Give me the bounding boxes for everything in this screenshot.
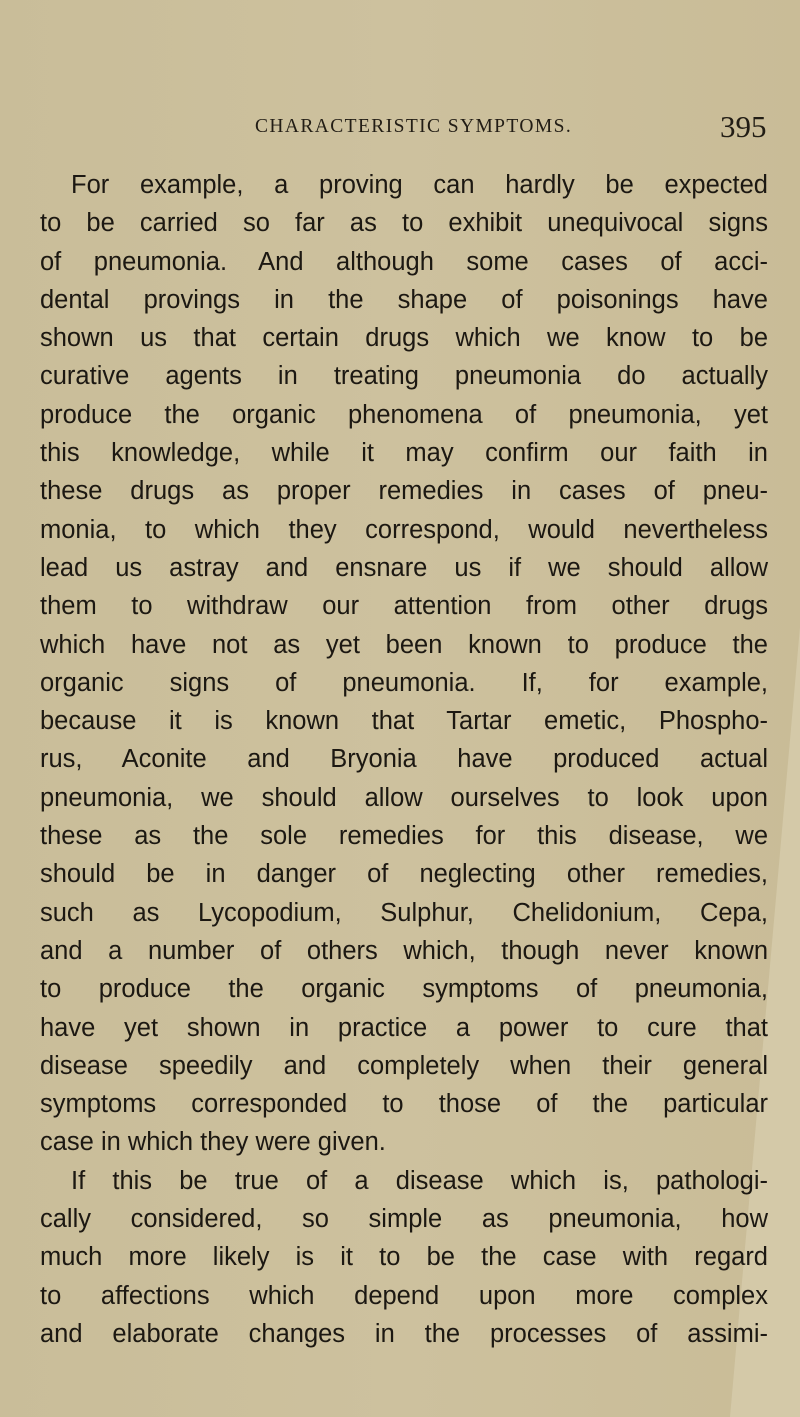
text-line: to affections which depend upon more complex <box>40 1281 768 1310</box>
running-title: CHARACTERISTIC SYMPTOMS. <box>255 116 573 137</box>
text-line: monia, to which they correspond, would nevertheless <box>40 515 768 544</box>
text-line: of pneumonia. And although some cases of acci- <box>40 247 768 276</box>
text-line: dental provings in the shape of poisonings have <box>40 285 768 314</box>
text-line: If this be true of a disease which is, pathologi- <box>71 1166 768 1195</box>
text-line: For example, a proving can hardly be expected <box>71 171 768 199</box>
text-line: them to withdraw our attention from other drugs <box>40 592 768 621</box>
text-line: have yet shown in practice a power to cure that <box>40 1013 768 1042</box>
text-line: this knowledge, while it may confirm our faith in <box>40 439 768 468</box>
text-line: lead us astray and ensnare us if we should allow <box>40 553 768 582</box>
page-number: 395 <box>720 109 767 144</box>
text-line: pneumonia, we should allow ourselves to look upon <box>40 783 768 812</box>
text-line: cally considered, so simple as pneumonia, how <box>40 1205 768 1234</box>
body-text <box>40 166 768 1353</box>
text-line: to be carried so far as to exhibit unequivocal signs <box>40 209 768 238</box>
text-line: much more likely is it to be the case with regard <box>40 1243 768 1272</box>
text-line: disease speedily and completely when their general <box>40 1051 768 1080</box>
text-line: should be in danger of neglecting other remedies, <box>40 860 768 889</box>
text-line: these drugs as proper remedies in cases of pneu- <box>40 477 768 506</box>
text-line: case in which they were given. <box>40 1128 386 1157</box>
text-line: shown us that certain drugs which we know to be <box>40 324 768 353</box>
text-line: such as Lycopodium, Sulphur, Chelidonium, Cepa, <box>40 898 768 927</box>
text-line: to produce the organic symptoms of pneumonia, <box>40 975 768 1004</box>
text-line: rus, Aconite and Bryonia have produced actual <box>40 745 768 774</box>
text-line: and elaborate changes in the processes of assimi- <box>40 1319 768 1348</box>
text-line: because it is known that Tartar emetic, Phospho- <box>40 707 768 736</box>
text-line: produce the organic phenomena of pneumonia, yet <box>40 400 768 429</box>
text-line: symptoms corresponded to those of the particular <box>40 1090 768 1119</box>
text-line: which have not as yet been known to produce the <box>40 630 768 659</box>
text-line: curative agents in treating pneumonia do actually <box>40 362 768 391</box>
text-line: these as the sole remedies for this disease, we <box>40 822 768 851</box>
text-line: and a number of others which, though never known <box>40 936 768 965</box>
text-line: organic signs of pneumonia. If, for example, <box>40 668 768 697</box>
page-header <box>0 109 800 152</box>
